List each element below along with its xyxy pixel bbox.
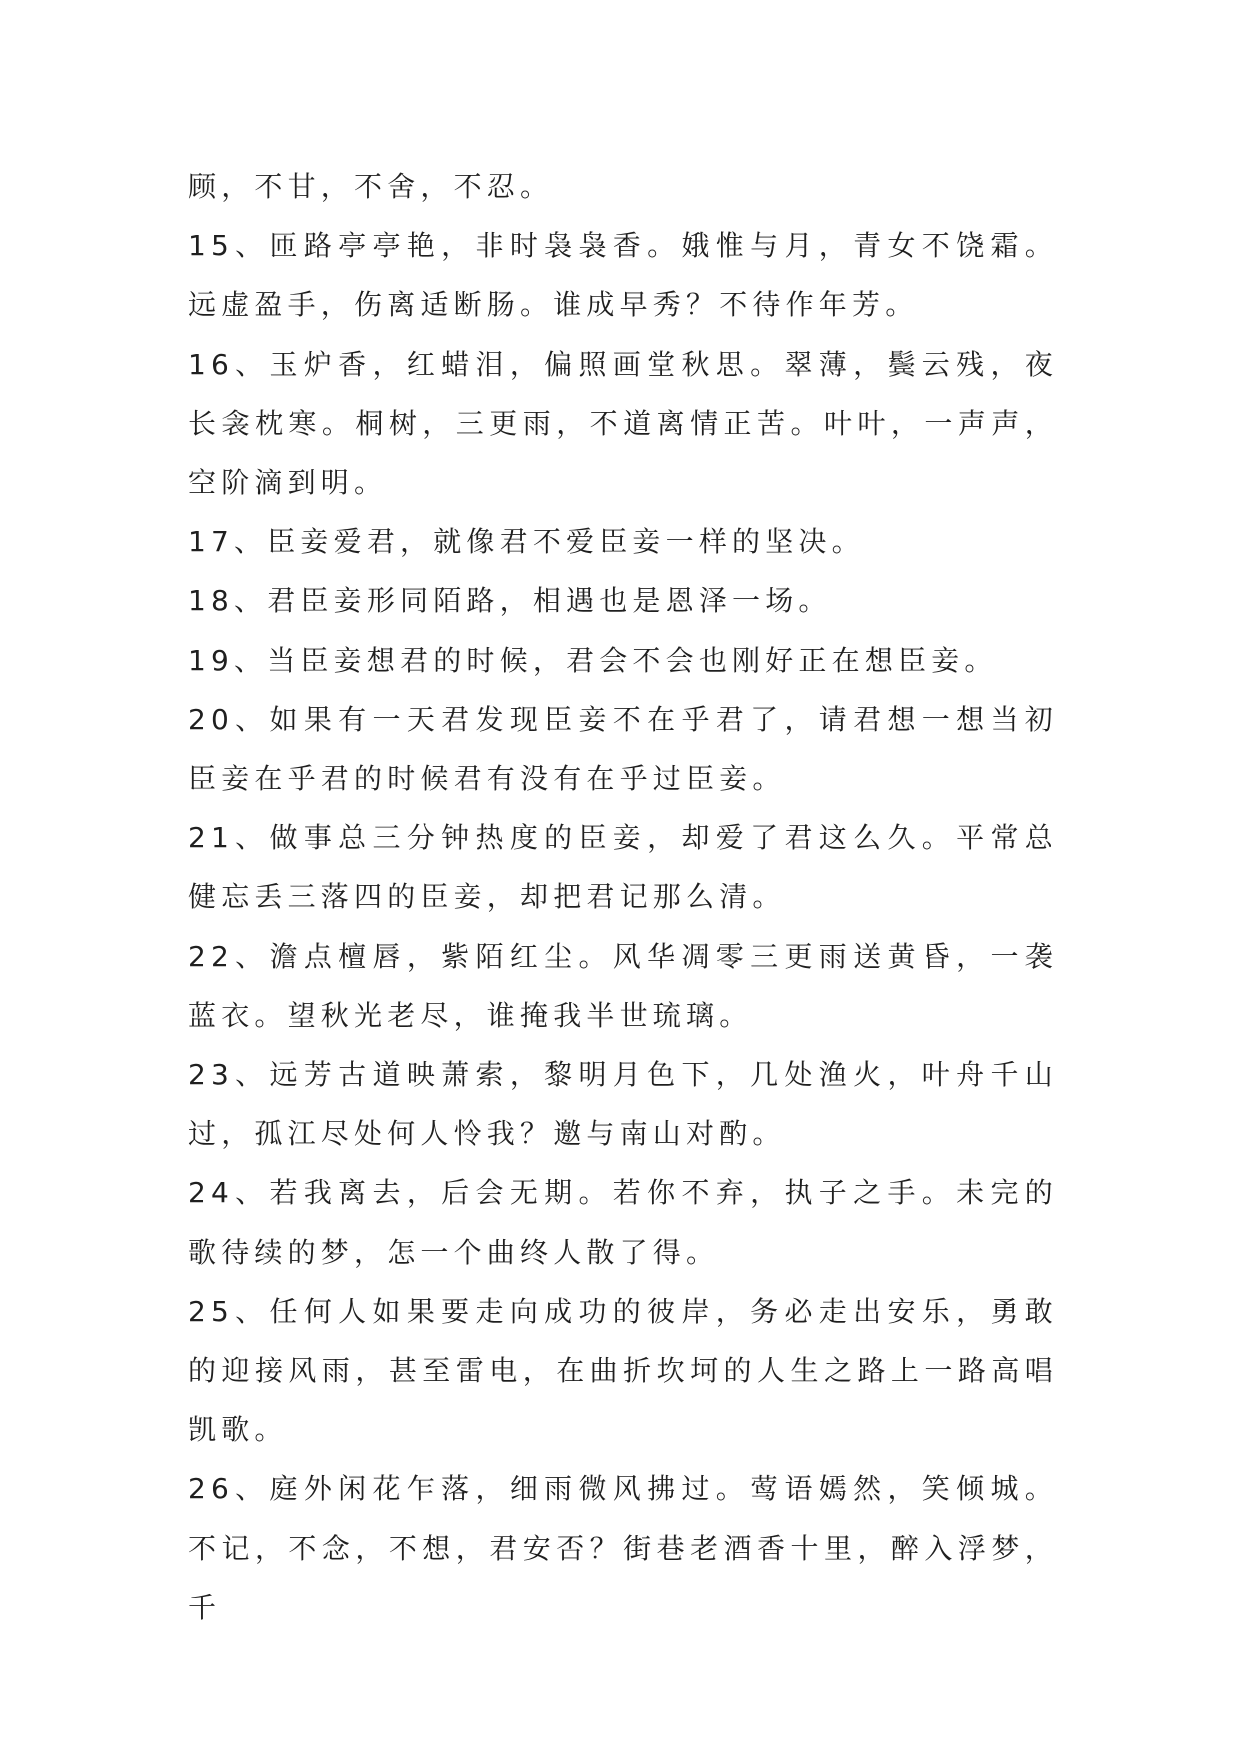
paragraph-26: 26、庭外闲花乍落，细雨微风拂过。莺语嫣然，笑倾城。不记，不念，不想，君安否？街巷老酒香十里，醉入浮梦，千 [188, 1472, 1058, 1624]
paragraph-17: 17、臣妾爱君，就像君不爱臣妾一样的坚决。 [188, 525, 865, 559]
paragraph-25: 25、任何人如果要走向成功的彼岸，务必走出安乐，勇敢的迎接风雨，甚至雷电，在曲折坎坷的人生之路上一路高唱凯歌。 [188, 1294, 1058, 1447]
paragraph-23: 23、远芳古道映萧索，黎明月色下，几处渔火，叶舟千山过，孤江尽处何人怜我？邀与南山对酌。 [188, 1058, 1058, 1151]
paragraph-continuation: 顾，不甘，不舍，不忍。 [188, 170, 554, 203]
document-body [188, 157, 1058, 1637]
paragraph-22: 22、澹点檀唇，紫陌红尘。风华凋零三更雨送黄昏，一袭蓝衣。望秋光老尽，谁掩我半世琉璃。 [188, 939, 1058, 1032]
paragraph-15: 15、匝路亭亭艳，非时袅袅香。娥惟与月，青女不饶霜。远虚盈手，伤离适断肠。谁成早秀？不待作年芳。 [188, 229, 1058, 322]
paragraph-16: 16、玉炉香，红蜡泪，偏照画堂秋思。翠薄，鬓云残，夜长衾枕寒。桐树，三更雨，不道离情正苦。叶叶，一声声，空阶滴到明。 [188, 347, 1058, 500]
paragraph-19: 19、当臣妾想君的时候，君会不会也刚好正在想臣妾。 [188, 643, 998, 677]
paragraph-24: 24、若我离去，后会无期。若你不弃，执子之手。未完的歌待续的梦，怎一个曲终人散了得。 [188, 1176, 1058, 1269]
paragraph-20: 20、如果有一天君发现臣妾不在乎君了，请君想一想当初臣妾在乎君的时候君有没有在乎过臣妾。 [188, 702, 1058, 796]
paragraph-21: 21、做事总三分钟热度的臣妾，却爱了君这么久。平常总健忘丢三落四的臣妾，却把君记那么清。 [188, 821, 1058, 914]
paragraph-18: 18、君臣妾形同陌路，相遇也是恩泽一场。 [188, 584, 832, 618]
